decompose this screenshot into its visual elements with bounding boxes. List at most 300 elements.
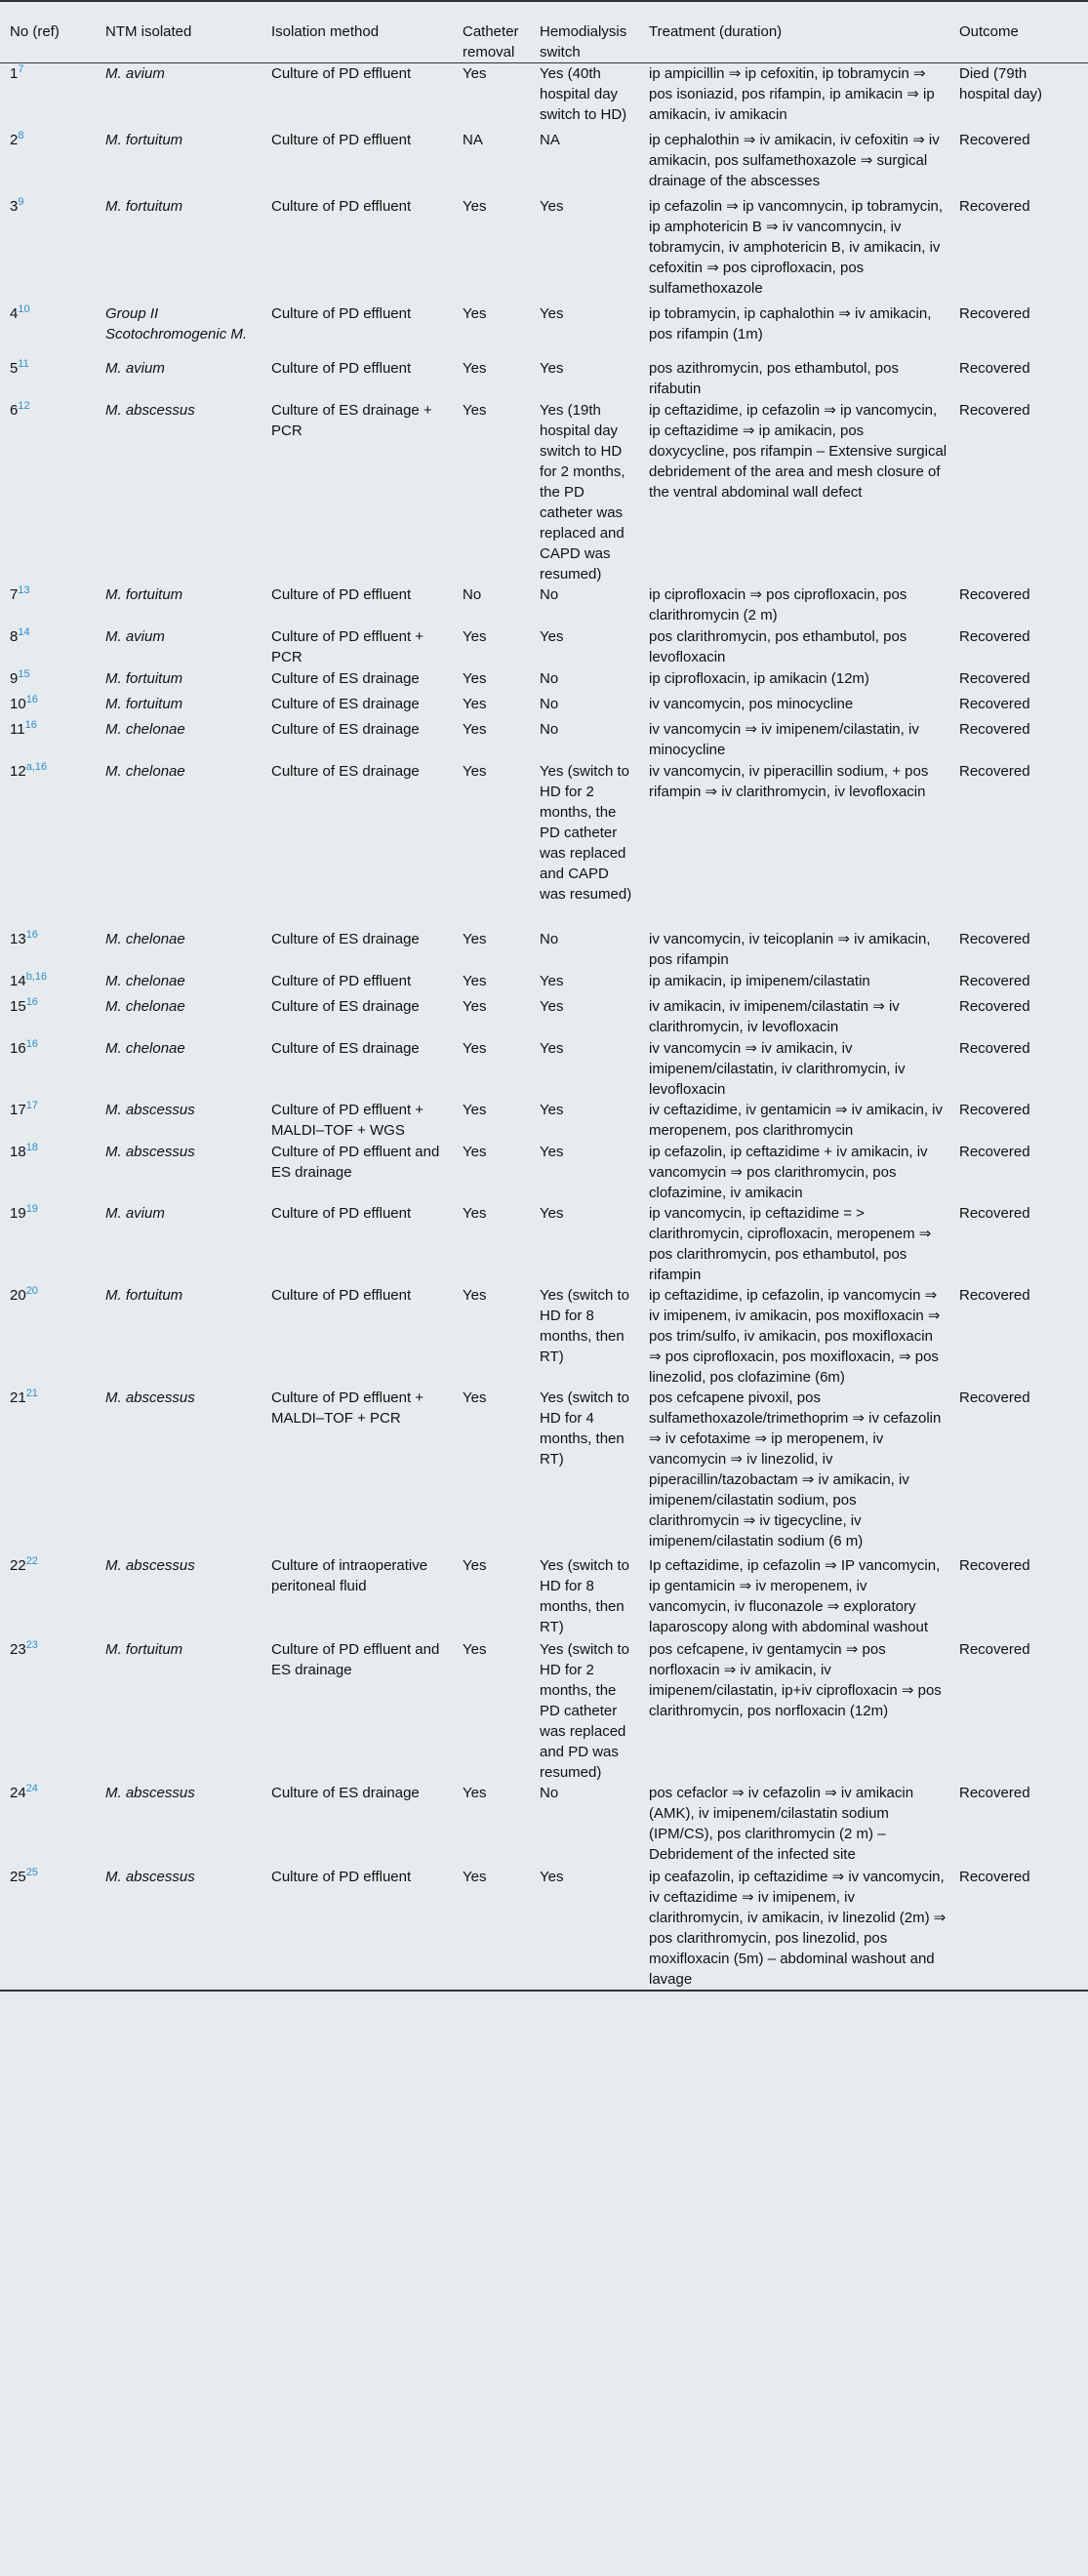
- cell-catheter-removal-text: Yes: [463, 1204, 487, 1222]
- cell-isolation-method: [271, 719, 463, 761]
- cell-outcome-text: Recovered: [959, 1039, 1030, 1057]
- cell-no: [0, 1100, 105, 1142]
- row-number: 17: [10, 1101, 26, 1118]
- cell-catheter-removal-text: Yes: [463, 1868, 487, 1885]
- cell-treatment: [649, 130, 959, 196]
- cell-catheter-removal-text: Yes: [463, 359, 487, 377]
- cell-treatment-text: iv vancomycin, iv piperacillin sodium, + pos rifampin ⇒ iv clarithromycin, iv levofloxacin: [649, 762, 929, 800]
- table-header: [0, 1, 1088, 63]
- cell-catheter-removal: [463, 1867, 540, 1991]
- cell-outcome: [959, 1783, 1088, 1867]
- cell-catheter-removal-text: Yes: [463, 762, 487, 780]
- cell-catheter-removal-text: Yes: [463, 1286, 487, 1304]
- row-number: 25: [10, 1868, 26, 1885]
- cell-hemodialysis-switch-text: Yes: [540, 1143, 564, 1160]
- table-row: [0, 1285, 1088, 1388]
- reference-link[interactable]: 11: [18, 357, 29, 370]
- cell-no: [0, 668, 105, 694]
- cell-outcome: [959, 1203, 1088, 1285]
- row-number: 10: [10, 695, 26, 712]
- row-number: 9: [10, 669, 19, 687]
- cell-hemodialysis-switch: [540, 1388, 649, 1555]
- cell-treatment: [649, 1555, 959, 1639]
- row-number: 24: [10, 1784, 26, 1801]
- cell-no: [0, 400, 105, 584]
- cell-outcome: [959, 1142, 1088, 1203]
- cell-no: [0, 130, 105, 196]
- cell-treatment: [649, 1783, 959, 1867]
- header-no-ref: No (ref): [10, 23, 60, 40]
- cell-treatment-text: ip ciprofloxacin ⇒ pos ciprofloxacin, pos clarithromycin (2 m): [649, 585, 907, 624]
- cell-catheter-removal: [463, 761, 540, 929]
- cell-isolation-method: [271, 1100, 463, 1142]
- cell-treatment-text: iv vancomycin, pos minocycline: [649, 695, 854, 712]
- cell-outcome-text: Recovered: [959, 669, 1030, 687]
- cell-hemodialysis-switch-text: Yes: [540, 1868, 564, 1885]
- reference-link[interactable]: 15: [18, 667, 30, 680]
- reference-link[interactable]: 16: [25, 928, 38, 941]
- reference-link[interactable]: 10: [18, 302, 30, 315]
- cell-isolation-method: [271, 400, 463, 584]
- cell-ntm-isolated-text: M. abscessus: [105, 401, 195, 419]
- cell-isolation-method: [271, 1639, 463, 1783]
- cell-outcome: [959, 1388, 1088, 1555]
- cell-no: [0, 1555, 105, 1639]
- table-row: [0, 761, 1088, 929]
- cell-treatment-text: ip amikacin, ip imipenem/cilastatin: [649, 972, 870, 989]
- cell-treatment-text: iv ceftazidime, iv gentamicin ⇒ iv amikacin, iv meropenem, pos clarithromycin: [649, 1101, 943, 1139]
- cell-ntm-isolated: [105, 130, 271, 196]
- cell-catheter-removal-text: Yes: [463, 1101, 487, 1118]
- cell-treatment: [649, 1203, 959, 1285]
- reference-link[interactable]: 7: [18, 63, 24, 75]
- row-number: 3: [10, 197, 19, 215]
- cell-ntm-isolated: [105, 996, 271, 1038]
- cell-isolation-method-text: Culture of PD effluent: [271, 197, 412, 215]
- cell-catheter-removal-text: No: [463, 585, 482, 603]
- row-number: 4: [10, 304, 19, 322]
- cell-catheter-removal: [463, 1100, 540, 1142]
- cell-isolation-method-text: Culture of ES drainage: [271, 762, 420, 780]
- cell-outcome: [959, 584, 1088, 626]
- cell-ntm-isolated-text: M. avium: [105, 359, 165, 377]
- cell-treatment: [649, 400, 959, 584]
- reference-link[interactable]: 16: [24, 718, 37, 731]
- cell-catheter-removal: [463, 668, 540, 694]
- reference-link[interactable]: a,16: [25, 760, 48, 773]
- cell-no: [0, 694, 105, 719]
- header-hemodialysis-switch: Hemodialysis switch: [540, 23, 627, 60]
- cell-ntm-isolated-text: M. avium: [105, 627, 165, 645]
- cell-outcome-text: Recovered: [959, 627, 1030, 645]
- cell-treatment-text: ip cefazolin ⇒ ip vancomnycin, ip tobramycin, ip amphotericin B ⇒ iv vancomnycin, iv tobramycin, iv amphotericin B, iv amikacin, iv cefoxitin ⇒ pos ciprofloxacin, pos sulfamethoxazole: [649, 197, 944, 297]
- cell-no: [0, 196, 105, 303]
- row-number: 12: [10, 762, 26, 780]
- cell-ntm-isolated: [105, 694, 271, 719]
- cell-outcome-text: Recovered: [959, 304, 1030, 322]
- row-number: 20: [10, 1286, 26, 1304]
- cell-outcome: [959, 1639, 1088, 1783]
- cell-ntm-isolated-text: M. fortuitum: [105, 197, 183, 215]
- cell-catheter-removal-text: Yes: [463, 720, 487, 738]
- header-outcome: Outcome: [959, 23, 1019, 40]
- cell-catheter-removal: [463, 1038, 540, 1100]
- cell-isolation-method-text: Culture of ES drainage: [271, 1039, 420, 1057]
- cell-no: [0, 1203, 105, 1285]
- cell-ntm-isolated-text: M. abscessus: [105, 1868, 195, 1885]
- cell-hemodialysis-switch-text: Yes: [540, 1039, 564, 1057]
- cell-hemodialysis-switch-text: Yes (switch to HD for 8 months, then RT): [540, 1556, 629, 1635]
- cell-hemodialysis-switch: [540, 1555, 649, 1639]
- cell-catheter-removal: [463, 400, 540, 584]
- cell-ntm-isolated-text: M. abscessus: [105, 1556, 195, 1574]
- reference-link[interactable]: 13: [18, 584, 30, 596]
- cell-outcome-text: Recovered: [959, 1101, 1030, 1118]
- cell-outcome-text: Recovered: [959, 1640, 1030, 1658]
- reference-link[interactable]: 16: [25, 693, 38, 705]
- cell-hemodialysis-switch: [540, 694, 649, 719]
- table-row: [0, 1100, 1088, 1142]
- cell-no: [0, 1388, 105, 1555]
- reference-link[interactable]: 22: [25, 1554, 38, 1567]
- cell-no: [0, 719, 105, 761]
- cell-isolation-method: [271, 1142, 463, 1203]
- cell-isolation-method: [271, 694, 463, 719]
- cell-outcome: [959, 1555, 1088, 1639]
- cell-catheter-removal: [463, 1285, 540, 1388]
- table-row: [0, 719, 1088, 761]
- cell-hemodialysis-switch-text: No: [540, 585, 559, 603]
- cell-outcome-text: Recovered: [959, 1784, 1030, 1801]
- cell-ntm-isolated: [105, 303, 271, 358]
- cell-hemodialysis-switch: [540, 719, 649, 761]
- cell-catheter-removal-text: Yes: [463, 1640, 487, 1658]
- cell-catheter-removal-text: Yes: [463, 1389, 487, 1406]
- cell-no: [0, 1142, 105, 1203]
- reference-link[interactable]: 12: [18, 399, 30, 412]
- cell-treatment-text: ip tobramycin, ip caphalothin ⇒ iv amikacin, pos rifampin (1m): [649, 304, 932, 342]
- cell-isolation-method: [271, 668, 463, 694]
- reference-link[interactable]: 18: [25, 1141, 38, 1153]
- cell-ntm-isolated: [105, 1388, 271, 1555]
- cell-isolation-method: [271, 303, 463, 358]
- cell-isolation-method-text: Culture of PD effluent and ES drainage: [271, 1143, 440, 1181]
- cell-hemodialysis-switch: [540, 761, 649, 929]
- cell-catheter-removal-text: NA: [463, 131, 483, 148]
- cell-catheter-removal: [463, 1639, 540, 1783]
- cell-catheter-removal-text: Yes: [463, 930, 487, 947]
- cell-hemodialysis-switch-text: Yes: [540, 1101, 564, 1118]
- cell-ntm-isolated: [105, 584, 271, 626]
- cell-no: [0, 626, 105, 668]
- cell-treatment: [649, 929, 959, 971]
- cell-catheter-removal-text: Yes: [463, 1556, 487, 1574]
- reference-link[interactable]: 16: [25, 1037, 38, 1050]
- cell-treatment-text: ip cephalothin ⇒ iv amikacin, iv cefoxitin ⇒ iv amikacin, pos sulfamethoxazole ⇒ surgical drainage of the abscesses: [649, 131, 940, 189]
- cell-hemodialysis-switch-text: No: [540, 1784, 559, 1801]
- cell-ntm-isolated: [105, 1100, 271, 1142]
- cell-hemodialysis-switch-text: Yes: [540, 1204, 564, 1222]
- cell-ntm-isolated-text: M. chelonae: [105, 762, 185, 780]
- reference-link[interactable]: 19: [25, 1202, 38, 1215]
- cell-catheter-removal: [463, 1388, 540, 1555]
- cell-outcome-text: Recovered: [959, 762, 1030, 780]
- cell-isolation-method-text: Culture of ES drainage: [271, 669, 420, 687]
- cell-isolation-method: [271, 358, 463, 400]
- cell-isolation-method-text: Culture of ES drainage: [271, 1784, 420, 1801]
- cell-outcome: [959, 1867, 1088, 1991]
- cell-hemodialysis-switch: [540, 971, 649, 996]
- table-row: [0, 1783, 1088, 1867]
- cell-treatment: [649, 971, 959, 996]
- cell-treatment-text: iv vancomycin, iv teicoplanin ⇒ iv amikacin, pos rifampin: [649, 930, 931, 968]
- cell-catheter-removal-text: Yes: [463, 627, 487, 645]
- cell-ntm-isolated: [105, 1038, 271, 1100]
- cell-hemodialysis-switch-text: No: [540, 930, 559, 947]
- cell-isolation-method: [271, 1038, 463, 1100]
- cell-ntm-isolated: [105, 1555, 271, 1639]
- cell-outcome: [959, 358, 1088, 400]
- cell-treatment: [649, 196, 959, 303]
- reference-link[interactable]: 9: [18, 195, 24, 208]
- cell-ntm-isolated-text: M. fortuitum: [105, 585, 183, 603]
- cell-hemodialysis-switch-text: Yes: [540, 972, 564, 989]
- cell-isolation-method-text: Culture of PD effluent: [271, 1204, 412, 1222]
- cell-treatment-text: ip ceftazidime, ip cefazolin, ip vancomycin ⇒ iv imipenem, iv amikacin, pos moxifloxacin ⇒ pos trim/sulfo, iv amikacin, pos moxifloxacin ⇒ pos ciprofloxacin, pos moxifloxacin, ⇒ pos linezolid, pos clofazimine (6m): [649, 1286, 941, 1386]
- cell-treatment-text: ip vancomycin, ip ceftazidime = > clarithromycin, ciprofloxacin, meropenem ⇒ pos clarithromycin, pos ethambutol, pos rifampin: [649, 1204, 932, 1283]
- cell-outcome-text: Recovered: [959, 1204, 1030, 1222]
- cell-ntm-isolated-text: M. chelonae: [105, 997, 185, 1015]
- cell-treatment: [649, 761, 959, 929]
- cell-isolation-method: [271, 130, 463, 196]
- table-row: [0, 358, 1088, 400]
- cell-treatment: [649, 719, 959, 761]
- cell-isolation-method: [271, 1285, 463, 1388]
- cell-hemodialysis-switch: [540, 1867, 649, 1991]
- row-number: 2: [10, 131, 19, 148]
- cell-outcome: [959, 996, 1088, 1038]
- cell-ntm-isolated-text: M. fortuitum: [105, 131, 183, 148]
- cell-outcome-text: Recovered: [959, 720, 1030, 738]
- cell-outcome-text: Recovered: [959, 197, 1030, 215]
- row-number: 1: [10, 65, 19, 82]
- table-row: [0, 1388, 1088, 1555]
- cell-no: [0, 584, 105, 626]
- cell-treatment: [649, 668, 959, 694]
- cell-isolation-method: [271, 1388, 463, 1555]
- cell-isolation-method-text: Culture of ES drainage + PCR: [271, 401, 432, 439]
- table-row: [0, 196, 1088, 303]
- cell-outcome-text: Recovered: [959, 695, 1030, 712]
- cell-outcome: [959, 1100, 1088, 1142]
- table-row: [0, 929, 1088, 971]
- cell-ntm-isolated: [105, 626, 271, 668]
- cell-catheter-removal: [463, 694, 540, 719]
- reference-link[interactable]: 14: [18, 625, 30, 638]
- row-number: 16: [10, 1039, 26, 1057]
- reference-link[interactable]: b,16: [25, 970, 48, 983]
- cell-isolation-method-text: Culture of PD effluent: [271, 65, 412, 82]
- cell-treatment-text: pos cefcapene pivoxil, pos sulfamethoxazole/trimethoprim ⇒ iv cefazolin ⇒ iv cefotaxime ⇒ ip meropenem, iv vancomycin ⇒ iv linezolid, iv piperacillin/tazobactam ⇒ iv amikacin, iv imipenem/cilastatin sodium, pos clarithromycin ⇒ iv tigecycline, iv imipenem/cilastatin sodium (6 m): [649, 1389, 942, 1550]
- cell-isolation-method-text: Culture of PD effluent: [271, 585, 412, 603]
- cell-isolation-method-text: Culture of ES drainage: [271, 997, 420, 1015]
- row-number: 5: [10, 359, 19, 377]
- cell-isolation-method-text: Culture of ES drainage: [271, 695, 420, 712]
- table-row: [0, 1142, 1088, 1203]
- cell-outcome: [959, 1038, 1088, 1100]
- cell-hemodialysis-switch: [540, 996, 649, 1038]
- cell-treatment-text: pos cefcapene, iv gentamycin ⇒ pos norfloxacin ⇒ iv amikacin, iv imipenem/cilastatin, ip+iv ciprofloxacin ⇒ pos clarithromycin, pos norfloxacin (12m): [649, 1640, 942, 1719]
- table-row: [0, 626, 1088, 668]
- cell-outcome: [959, 668, 1088, 694]
- table-row: [0, 400, 1088, 584]
- reference-link[interactable]: 20: [25, 1284, 38, 1297]
- cell-treatment: [649, 996, 959, 1038]
- cell-treatment: [649, 358, 959, 400]
- cell-catheter-removal: [463, 1555, 540, 1639]
- cell-isolation-method: [271, 971, 463, 996]
- table-body: [0, 63, 1088, 1991]
- cell-ntm-isolated: [105, 668, 271, 694]
- cell-ntm-isolated-text: M. abscessus: [105, 1389, 195, 1406]
- cell-outcome-text: Recovered: [959, 1286, 1030, 1304]
- table-row: [0, 996, 1088, 1038]
- cell-hemodialysis-switch-text: No: [540, 720, 559, 738]
- cell-hemodialysis-switch-text: Yes: [540, 997, 564, 1015]
- cell-catheter-removal: [463, 1203, 540, 1285]
- cell-isolation-method-text: Culture of PD effluent + MALDI–TOF + PCR: [271, 1389, 424, 1427]
- cell-treatment-text: iv vancomycin ⇒ iv amikacin, iv imipenem/cilastatin, iv clarithromycin, iv levofloxacin: [649, 1039, 906, 1098]
- cell-catheter-removal-text: Yes: [463, 997, 487, 1015]
- cell-treatment-text: pos cefaclor ⇒ iv cefazolin ⇒ iv amikacin (AMK), iv imipenem/cilastatin sodium (IPM/CS), pos clarithromycin (2 m) – Debridement of the infected site: [649, 1784, 914, 1863]
- cell-treatment: [649, 1639, 959, 1783]
- cell-ntm-isolated-text: M. abscessus: [105, 1101, 195, 1118]
- cell-isolation-method-text: Culture of ES drainage: [271, 930, 420, 947]
- cell-ntm-isolated-text: M. avium: [105, 1204, 165, 1222]
- cell-ntm-isolated: [105, 1203, 271, 1285]
- header-row: [0, 1, 1088, 63]
- cell-ntm-isolated: [105, 761, 271, 929]
- cell-ntm-isolated: [105, 63, 271, 130]
- cell-catheter-removal: [463, 719, 540, 761]
- cell-ntm-isolated: [105, 1783, 271, 1867]
- table-row: [0, 1555, 1088, 1639]
- cell-outcome: [959, 929, 1088, 971]
- cell-outcome-text: Recovered: [959, 1143, 1030, 1160]
- header-catheter-removal: Catheter removal: [463, 23, 519, 60]
- cell-treatment: [649, 1142, 959, 1203]
- cell-no: [0, 303, 105, 358]
- cell-catheter-removal: [463, 303, 540, 358]
- cell-treatment: [649, 1285, 959, 1388]
- cell-no: [0, 1639, 105, 1783]
- cell-treatment-text: iv amikacin, iv imipenem/cilastatin ⇒ iv clarithromycin, iv levofloxacin: [649, 997, 900, 1035]
- row-number: 11: [10, 720, 25, 738]
- cell-hemodialysis-switch-text: NA: [540, 131, 560, 148]
- cell-outcome: [959, 719, 1088, 761]
- cell-outcome-text: Died (79th hospital day): [959, 65, 1043, 102]
- cell-no: [0, 929, 105, 971]
- row-number: 18: [10, 1143, 26, 1160]
- reference-link[interactable]: 17: [25, 1099, 38, 1111]
- row-number: 21: [10, 1389, 26, 1406]
- cell-treatment: [649, 1867, 959, 1991]
- reference-link[interactable]: 21: [25, 1387, 38, 1399]
- cell-hemodialysis-switch: [540, 929, 649, 971]
- cell-ntm-isolated: [105, 929, 271, 971]
- cell-treatment: [649, 1388, 959, 1555]
- reference-link[interactable]: 16: [25, 995, 38, 1008]
- cell-catheter-removal-text: Yes: [463, 1784, 487, 1801]
- cell-catheter-removal-text: Yes: [463, 1143, 487, 1160]
- cell-outcome-text: Recovered: [959, 1868, 1030, 1885]
- cell-hemodialysis-switch-text: Yes (19th hospital day switch to HD for 2 months, the PD catheter was replaced and CAPD was resumed): [540, 401, 625, 583]
- cell-ntm-isolated-text: M. chelonae: [105, 930, 185, 947]
- table-row: [0, 668, 1088, 694]
- cell-no: [0, 971, 105, 996]
- header-treatment: Treatment (duration): [649, 23, 783, 40]
- cell-outcome-text: Recovered: [959, 1556, 1030, 1574]
- cell-catheter-removal: [463, 971, 540, 996]
- cell-isolation-method-text: Culture of ES drainage: [271, 720, 420, 738]
- cell-catheter-removal: [463, 626, 540, 668]
- cell-isolation-method: [271, 63, 463, 130]
- cell-outcome: [959, 626, 1088, 668]
- cell-treatment: [649, 1100, 959, 1142]
- cell-hemodialysis-switch: [540, 1285, 649, 1388]
- cell-outcome: [959, 196, 1088, 303]
- cell-isolation-method: [271, 761, 463, 929]
- cell-hemodialysis-switch: [540, 668, 649, 694]
- cell-outcome-text: Recovered: [959, 585, 1030, 603]
- cell-treatment-text: ip cefazolin, ip ceftazidime + iv amikacin, iv vancomycin ⇒ pos clarithromycin, pos clofazimine, iv amikacin: [649, 1143, 928, 1201]
- cell-catheter-removal-text: Yes: [463, 695, 487, 712]
- cell-ntm-isolated: [105, 1867, 271, 1991]
- cell-hemodialysis-switch-text: Yes: [540, 197, 564, 215]
- cell-isolation-method: [271, 1555, 463, 1639]
- cell-catheter-removal-text: Yes: [463, 669, 487, 687]
- reference-link[interactable]: 8: [18, 129, 24, 141]
- cell-ntm-isolated-text: M. chelonae: [105, 1039, 185, 1057]
- cell-treatment: [649, 1038, 959, 1100]
- cell-isolation-method: [271, 1867, 463, 1991]
- cell-ntm-isolated: [105, 1142, 271, 1203]
- reference-link[interactable]: 24: [25, 1782, 38, 1794]
- cell-catheter-removal-text: Yes: [463, 401, 487, 419]
- cell-ntm-isolated-text: M. fortuitum: [105, 669, 183, 687]
- table-row: [0, 63, 1088, 130]
- cell-outcome-text: Recovered: [959, 359, 1030, 377]
- cell-treatment-text: iv vancomycin ⇒ iv imipenem/cilastatin, iv minocycline: [649, 720, 919, 758]
- cell-treatment-text: ip ceafazolin, ip ceftazidime ⇒ iv vancomycin, iv ceftazidime ⇒ iv imipenem, iv clarithromycin, iv amikacin, iv linezolid (2m) ⇒ pos clarithromycin, pos linezolid, pos moxifloxacin (5m) – abdominal washout and lavage: [649, 1868, 947, 1988]
- reference-link[interactable]: 23: [25, 1638, 38, 1651]
- reference-link[interactable]: 25: [25, 1866, 38, 1878]
- cell-hemodialysis-switch-text: Yes (40th hospital day switch to HD): [540, 65, 627, 123]
- cell-isolation-method-text: Culture of intraoperative peritoneal fluid: [271, 1556, 428, 1594]
- cell-treatment-text: pos clarithromycin, pos ethambutol, pos levofloxacin: [649, 627, 907, 665]
- cell-hemodialysis-switch: [540, 1783, 649, 1867]
- row-number: 15: [10, 997, 26, 1015]
- cell-outcome: [959, 694, 1088, 719]
- table-row: [0, 584, 1088, 626]
- cell-no: [0, 761, 105, 929]
- cell-outcome-text: Recovered: [959, 972, 1030, 989]
- table-row: [0, 1203, 1088, 1285]
- cell-isolation-method: [271, 929, 463, 971]
- cell-treatment-text: Ip ceftazidime, ip cefazolin ⇒ IP vancomycin, ip gentamicin ⇒ iv meropenem, iv vancomycin, iv fluconazole ⇒ exploratory laparoscopy along with abdominal washout: [649, 1556, 941, 1635]
- cell-hemodialysis-switch-text: Yes: [540, 359, 564, 377]
- cell-treatment: [649, 584, 959, 626]
